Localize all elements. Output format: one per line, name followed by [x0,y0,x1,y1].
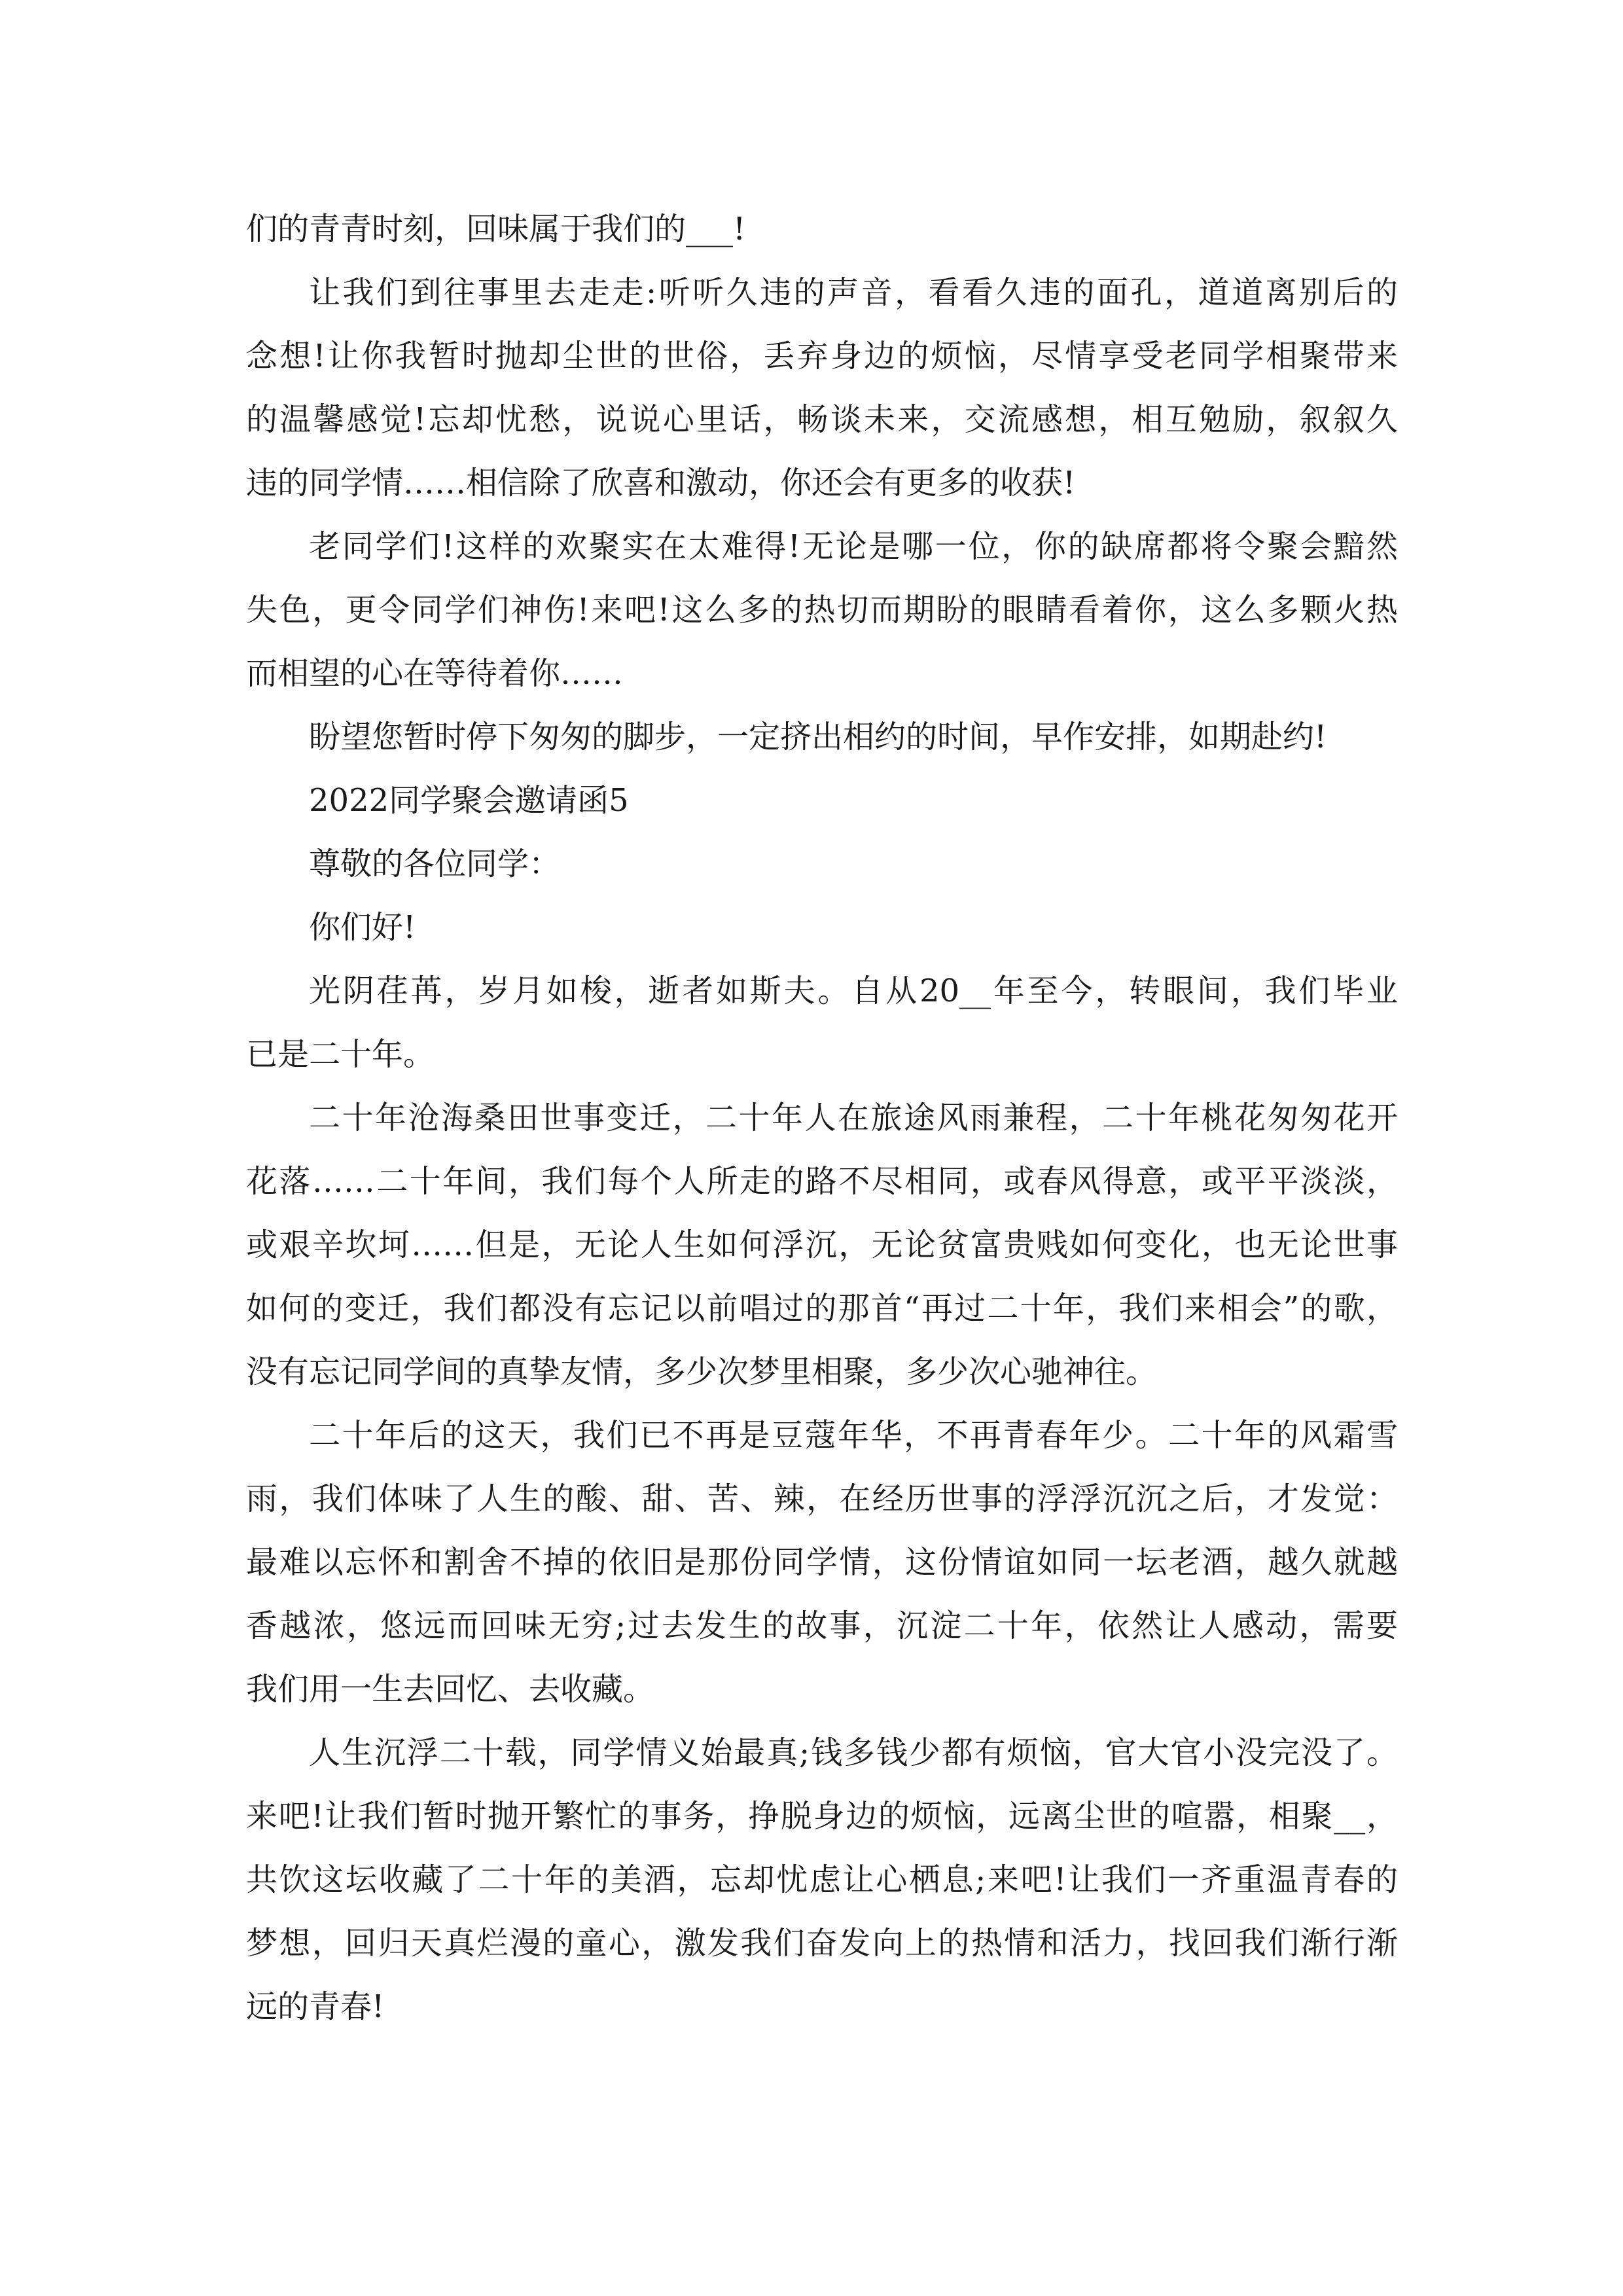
text-line: 最难以忘怀和割舍不掉的依旧是那份同学情，这份情谊如同一坛老酒，越久就越 [246,1544,1398,1581]
text-line: 盼望您暂时停下匆匆的脚步，一定挤出相约的时间，早作安排，如期赴约! [309,719,1327,755]
text-line: 我们用一生去回忆、去收藏。 [246,1671,655,1708]
text-line: 2022同学聚会邀请函5 [309,782,629,819]
text-line: 雨，我们体味了人生的酸、甜、苦、辣，在经历世事的浮浮沉沉之后，才发觉： [246,1480,1398,1517]
text-line: 让我们到往事里去走走:听听久违的声音，看看久违的面孔，道道离别后的 [309,274,1398,311]
text-line: 你们好! [309,909,416,946]
text-line: 如何的变迁，我们都没有忘记以前唱过的那首“再过二十年，我们来相会”的歌， [246,1290,1398,1327]
text-line: 没有忘记同学间的真挚友情，多少次梦里相聚，多少次心驰神往。 [246,1354,1158,1390]
text-line: 共饮这坛收藏了二十年的美酒，忘却忧虑让心栖息;来吧!让我们一齐重温青春的 [246,1861,1398,1898]
text-line: 违的同学情……相信除了欣喜和激动，你还会有更多的收获! [246,465,1076,501]
text-line: 人生沉浮二十载，同学情义始最真;钱多钱少都有烦恼，官大官小没完没了。 [309,1734,1398,1771]
text-line: 已是二十年。 [246,1036,435,1073]
text-line: 失色，更令同学们神伤!来吧!这么多的热切而期盼的眼睛看着你，这么多颗火热 [246,592,1398,628]
text-line: 来吧!让我们暂时抛开繁忙的事务，挣脱身边的烦恼，远离尘世的喧嚣，相聚__， [246,1798,1398,1835]
text-line: 或艰辛坎坷……但是，无论人生如何浮沉，无论贫富贵贱如何变化，也无论世事 [246,1227,1398,1263]
text-line: 们的青青时刻，回味属于我们的___! [246,211,746,247]
text-line: 光阴荏苒，岁月如梭，逝者如斯夫。自从20__年至今，转眼间，我们毕业 [309,973,1398,1009]
text-line: 而相望的心在等待着你…… [246,655,624,692]
text-line: 二十年后的这天，我们已不再是豆蔻年华，不再青春年少。二十年的风霜雪 [309,1417,1398,1454]
text-line: 尊敬的各位同学： [309,846,561,882]
text-line: 梦想，回归天真烂漫的童心，激发我们奋发向上的热情和活力，找回我们渐行渐 [246,1925,1398,1962]
text-line: 念想!让你我暂时抛却尘世的世俗，丢弃身边的烦恼，尽情享受老同学相聚带来 [246,338,1398,374]
text-line: 老同学们!这样的欢聚实在太难得!无论是哪一位，你的缺席都将令聚会黯然 [309,528,1398,565]
text-line: 香越浓，悠远而回味无穷;过去发生的故事，沉淀二十年，依然让人感动，需要 [246,1607,1398,1644]
document-body [246,198,1398,2039]
text-line: 的温馨感觉!忘却忧愁，说说心里话，畅谈未来，交流感想，相互勉励，叙叙久 [246,401,1398,438]
text-line: 花落……二十年间，我们每个人所走的路不尽相同，或春风得意，或平平淡淡， [246,1163,1398,1200]
text-line: 远的青春! [246,1988,385,2025]
text-line: 二十年沧海桑田世事变迁，二十年人在旅途风雨兼程，二十年桃花匆匆花开 [309,1100,1398,1136]
